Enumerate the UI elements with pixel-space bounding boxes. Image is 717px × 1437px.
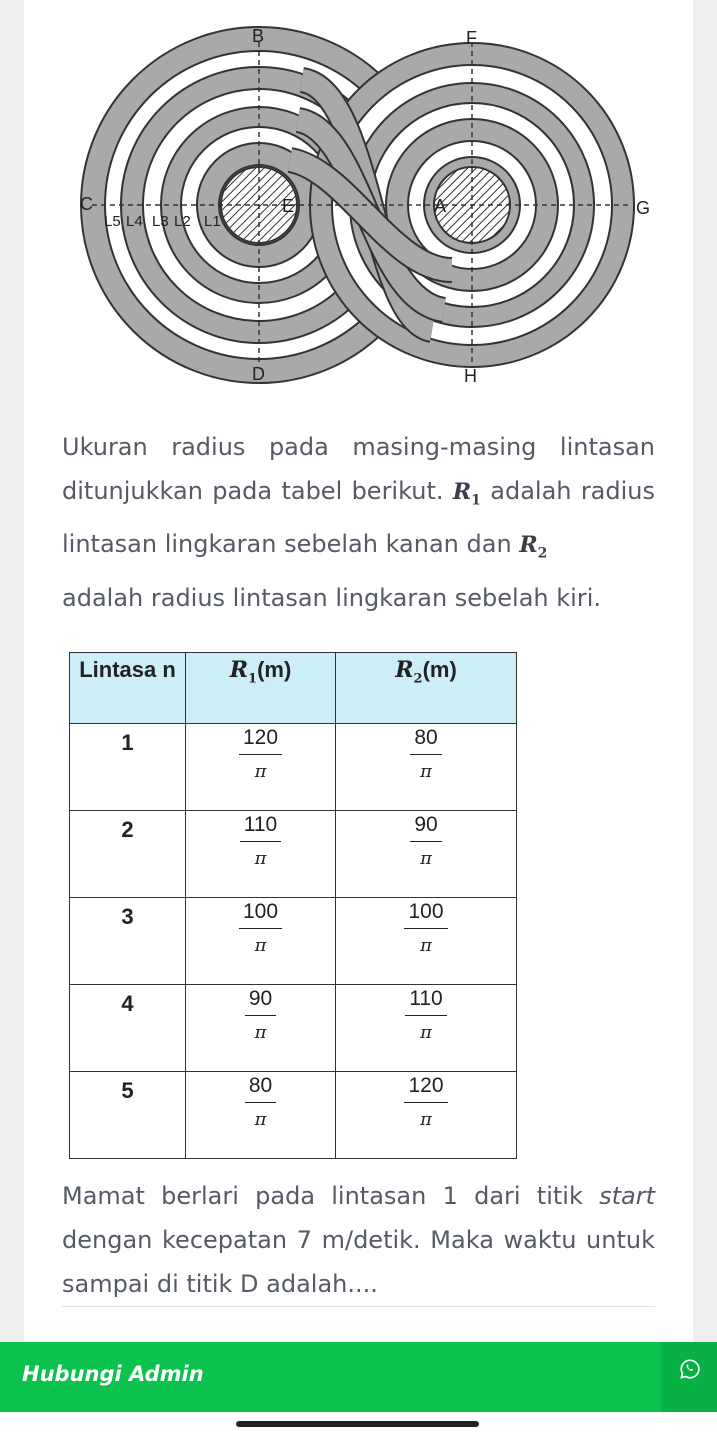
- label-C: C: [80, 194, 93, 214]
- header-r1: $R_1(m)$: [186, 653, 336, 724]
- lane-label-5: L5: [104, 213, 121, 230]
- cell-lintasan: 1: [70, 724, 186, 811]
- home-indicator[interactable]: [236, 1421, 479, 1427]
- intro-line1: Ukuran radius pada masing-masing lintasan ditunjukkan pada tabel berikut.: [62, 433, 655, 505]
- header-r2: $R_2(m)$: [336, 653, 517, 724]
- cell-r2: $\frac{80}{\pi}$: [336, 724, 517, 811]
- contact-admin-bar[interactable]: [0, 1342, 717, 1412]
- cell-lintasan: 4: [70, 985, 186, 1072]
- table-row: [70, 898, 517, 985]
- label-D: D: [252, 364, 265, 384]
- table-row: [70, 811, 517, 898]
- whatsapp-icon: [679, 1358, 701, 1380]
- cell-lintasan: 2: [70, 811, 186, 898]
- lane-label-3: L3: [152, 213, 169, 230]
- cell-r1: $\frac{90}{\pi}$: [186, 985, 336, 1072]
- cell-r1: $\frac{80}{\pi}$: [186, 1072, 336, 1159]
- start-word: start: [599, 1182, 655, 1210]
- radius-table: [69, 652, 517, 1159]
- label-B: B: [252, 26, 265, 46]
- cell-r2: $\frac{100}{\pi}$: [336, 898, 517, 985]
- lane-label-4: L4: [126, 213, 143, 230]
- table-header-row: [70, 653, 517, 724]
- cell-r1: $\frac{120}{\pi}$: [186, 724, 336, 811]
- table-row: [70, 1072, 517, 1159]
- cell-r2: $\frac{90}{\pi}$: [336, 811, 517, 898]
- label-H: H: [464, 366, 477, 386]
- whatsapp-button[interactable]: [661, 1342, 717, 1412]
- cell-lintasan: 5: [70, 1072, 186, 1159]
- question-paragraph: [62, 1174, 655, 1306]
- r1-symbol: $R_1$: [452, 479, 481, 509]
- label-G: G: [636, 198, 651, 218]
- lane-label-1: L1: [204, 213, 221, 230]
- cell-r1: $\frac{100}{\pi}$: [186, 898, 336, 985]
- question-part1: Mamat berlari pada lintasan 1 dari titik: [62, 1182, 583, 1210]
- label-E: E: [282, 196, 295, 216]
- divider: [62, 1306, 655, 1307]
- label-A: A: [434, 196, 447, 216]
- table-row: [70, 985, 517, 1072]
- header-lintasan: Lintasa n: [70, 653, 186, 724]
- cell-lintasan: 3: [70, 898, 186, 985]
- cell-r2: $\frac{110}{\pi}$: [336, 985, 517, 1072]
- contact-admin-label[interactable]: Hubungi Admin: [22, 1362, 204, 1386]
- table-row: [70, 724, 517, 811]
- r2-symbol: $R_2$: [519, 532, 548, 562]
- cell-r1: $\frac{110}{\pi}$: [186, 811, 336, 898]
- question-part2: dengan kecepatan 7 m/detik. Maka waktu untuk sampai di titik D adalah....: [62, 1226, 655, 1298]
- cell-r2: $\frac{120}{\pi}$: [336, 1072, 517, 1159]
- intro-line3: adalah radius lintasan lingkaran sebelah kiri.: [62, 583, 601, 612]
- intro-paragraph: [62, 425, 655, 620]
- lane-label-2: L2: [174, 213, 191, 230]
- intro-line2: adalah radius lintasan lingkaran sebelah kanan dan: [62, 477, 656, 559]
- track-figure: [72, 20, 662, 390]
- label-F: F: [466, 28, 477, 48]
